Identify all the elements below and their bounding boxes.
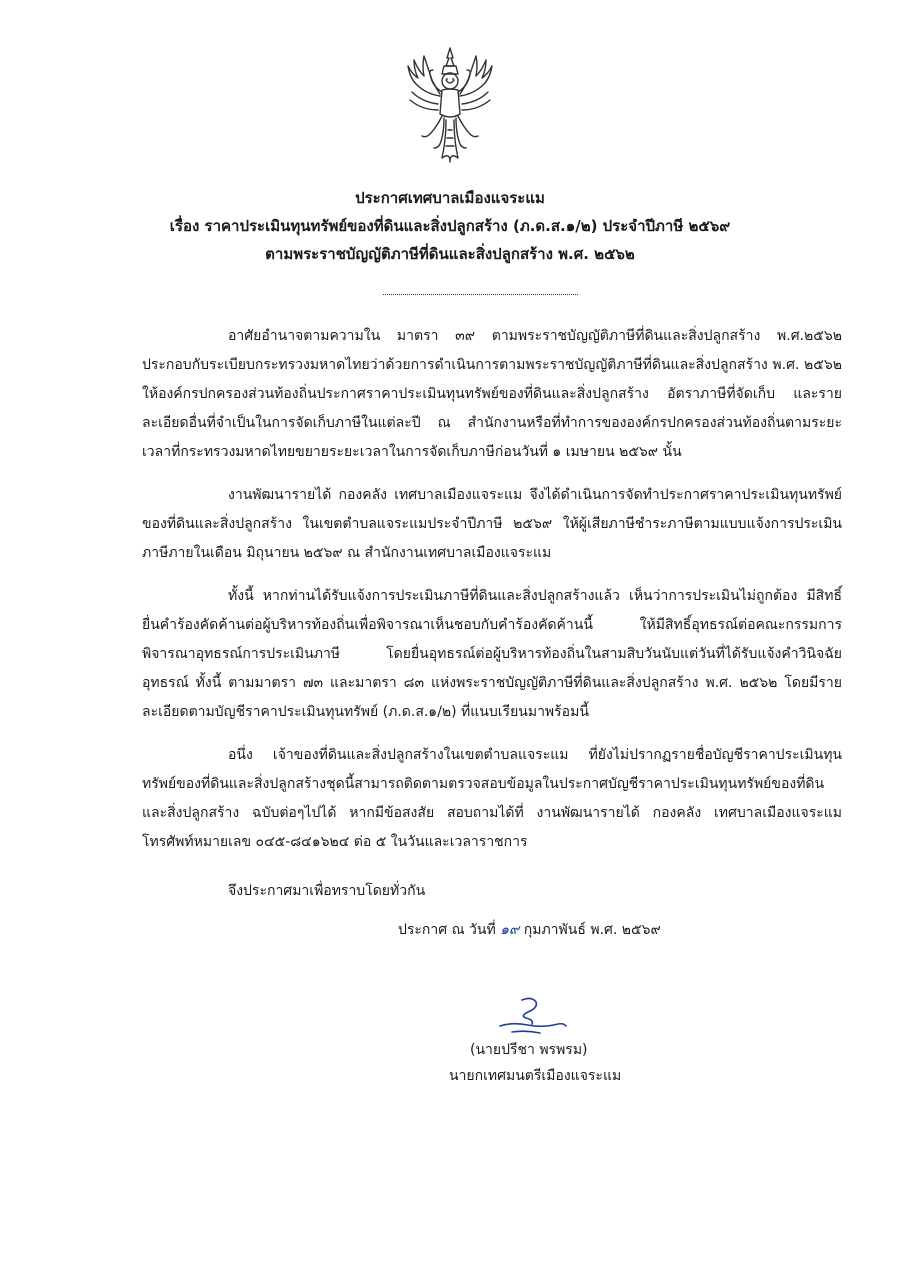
law-reference-line: ตามพระราชบัญญัติภาษีที่ดินและสิ่งปลูกสร้าง พ.ศ. ๒๕๖๒ <box>265 245 635 263</box>
signer-name: (นายปรีชา พรพรม) <box>470 1042 588 1058</box>
paragraph-text: ทั้งนี้ หากท่านได้รับแจ้งการประเมินภาษีที่ดินและสิ่งปลูกสร้างแล้ว เห็นว่าการประเมินไม่ถูกต้อง มีสิทธิ์ยื่นคำร้องคัดค้านต่อผู้บริหารท้องถิ่นเพื่อพิจารณาเห็นชอบกับคำร้องคัดค้านนี้ ให้มีสิทธิ์อุทธรณ์ต่อคณะกรรมการพิจารณาอุทธรณ์การประเมินภาษี โดยยื่นอุทธรณ์ต่อผู้บริหารท้องถิ่นในสามสิบวันนับแต่วันที่ได้รับแจ้งคำวินิจฉัยอุทธรณ์ ทั้งนี้ ตามมาตรา ๗๓ และมาตรา ๘๓ แห่งพระราชบัญญัติภาษีที่ดินและสิ่งปลูกสร้าง พ.ศ. ๒๕๖๒ โดยมีรายละเอียดตามบัญชีราคาประเมินทุนทรัพย์ (ภ.ด.ส.๑/๒) ที่แนบเรียนมาพร้อมนี้ <box>142 588 842 720</box>
signer-title: นายกเทศมนตรีเมืองแจระแม <box>449 1068 622 1084</box>
body-paragraph-3 <box>142 582 842 727</box>
announcement-date <box>398 916 661 944</box>
subject-line: เรื่อง ราคาประเมินทุนทรัพย์ของที่ดินและสิ่งปลูกสร้าง (ภ.ด.ส.๑/๒) ประจำปีภาษี ๒๕๖๙ <box>169 217 731 235</box>
closing-statement: จึงประกาศมาเพื่อทราบโดยทั่วกัน <box>228 883 426 899</box>
paragraph-text: งานพัฒนารายได้ กองคลัง เทศบาลเมืองแจระแม จึงได้ดำเนินการจัดทำประกาศราคาประเมินทุนทรัพย์ของที่ดินและสิ่งปลูกสร้าง ในเขตตำบลแจระแมประจำปีภาษี ๒๕๖๙ ให้ผู้เสียภาษีชำระภาษีตามแบบแจ้งการประเมินภาษีภายในเดือน มิถุนายน ๒๕๖๙ ณ สำนักงานเทศบาลเมืองแจระแม <box>142 487 842 561</box>
date-prefix: ประกาศ ณ วันที่ <box>398 922 501 938</box>
announcement-body <box>142 322 842 871</box>
issuer-title: ประกาศเทศบาลเมืองแจระแม <box>355 189 545 207</box>
dotted-divider <box>383 294 578 295</box>
announcement-header <box>0 184 900 268</box>
garuda-emblem-icon <box>402 44 498 164</box>
body-paragraph-2 <box>142 481 842 568</box>
date-day-handwritten: ๑๙ <box>500 922 520 938</box>
paragraph-text: อนึ่ง เจ้าของที่ดินและสิ่งปลูกสร้างในเขตตำบลแจระแม ที่ยังไม่ปรากฏรายชื่อบัญชีราคาประเมินทุนทรัพย์ของที่ดินและสิ่งปลูกสร้างชุดนี้สามารถติดตามตรวจสอบข้อมูลในประกาศบัญชีราคาประเมินทุนทรัพย์ของที่ดินและสิ่งปลูกสร้าง ฉบับต่อๆไปได้ หากมีข้อสงสัย สอบถามได้ที่ งานพัฒนารายได้ กองคลัง เทศบาลเมืองแจระแม โทรศัพท์หมายเลข ๐๔๕-๘๔๑๖๒๔ ต่อ ๕ ในวันและเวลาราชการ <box>142 747 842 850</box>
body-paragraph-1 <box>142 322 842 467</box>
paragraph-text: อาศัยอำนาจตามความใน มาตรา ๓๙ ตามพระราชบัญญัติภาษีที่ดินและสิ่งปลูกสร้าง พ.ศ.๒๕๖๒ ประกอบกับระเบียบกระทรวงมหาดไทยว่าด้วยการดำเนินการตามพระราชบัญญัติภาษีที่ดินและสิ่งปลูกสร้าง พ.ศ. ๒๕๖๒ ให้องค์กรปกครองส่วนท้องถิ่นประกาศราคาประเมินทุนทรัพย์ของที่ดินและสิ่งปลูกสร้าง อัตราภาษีที่จัดเก็บ และรายละเอียดอื่นที่จำเป็นในการจัดเก็บภาษีในแต่ละปี ณ สำนักงานหรือที่ทำการขององค์กรปกครองส่วนท้องถิ่นตามระยะเวลาที่กระทรวงมหาดไทยขยายระยะเวลาในการจัดเก็บภาษีก่อนวันที่ ๑ เมษายน ๒๕๖๙ นั้น <box>142 328 842 460</box>
handwritten-signature-icon <box>492 994 570 1040</box>
body-paragraph-4 <box>142 741 842 857</box>
date-suffix: กุมภาพันธ์ พ.ศ. ๒๕๖๙ <box>519 922 661 938</box>
